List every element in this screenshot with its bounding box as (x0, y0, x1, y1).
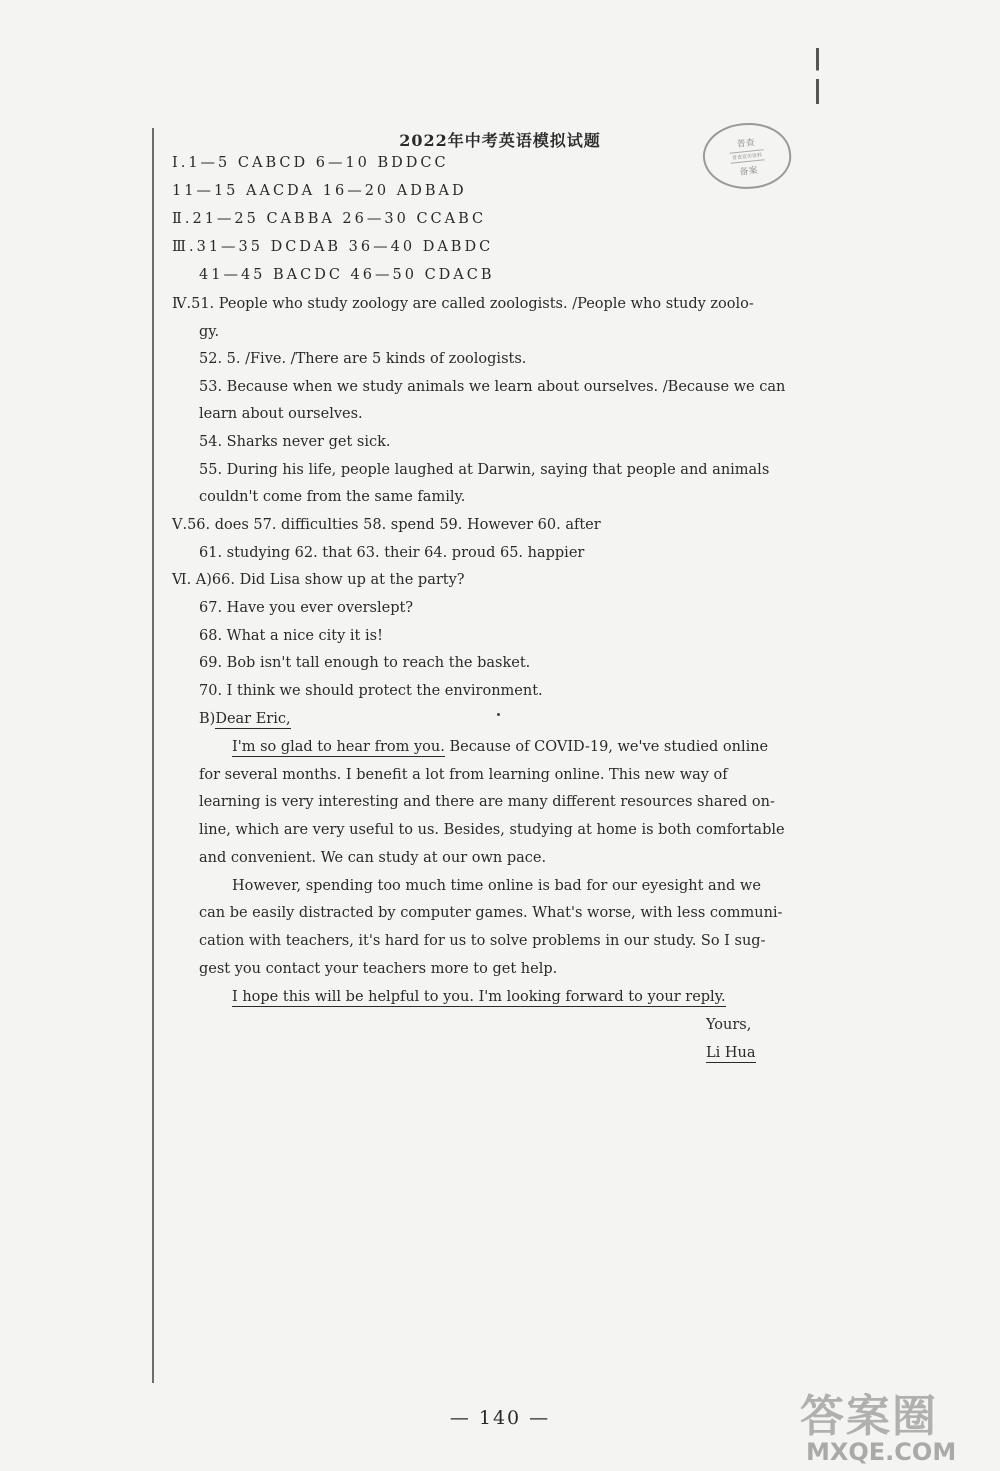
answer-55-line-2: couldn't come from the same family. (199, 489, 466, 505)
answer-51-line-1: Ⅳ.51. People who study zoology are called zoologists. /People who study zoolo- (172, 296, 754, 312)
margin-line (152, 128, 154, 1383)
stamp-line-1: 普查 (736, 137, 756, 150)
answer-row-1-10: Ⅰ.1—5 CABCD 6—10 BDDCC (172, 155, 449, 171)
stamp-line-2: 普查宣传资料 (730, 149, 765, 163)
watermark-logo: 答案圈 (800, 1391, 938, 1442)
letter-p1-line-2: for several months. I benefit a lot from learning online. This new way of (199, 767, 728, 783)
stray-dot (497, 713, 500, 716)
letter-greeting-line (199, 709, 291, 729)
watermark-url: MXQE.COM (806, 1438, 957, 1466)
letter-signature: Li Hua (706, 1045, 756, 1061)
letter-p1-line-4: line, which are very useful to us. Besides, studying at home is both comfortable (199, 822, 785, 838)
letter-signature-line (706, 1043, 756, 1063)
answer-51-line-2: gy. (199, 324, 220, 340)
answer-54: 54. Sharks never get sick. (199, 434, 391, 450)
answer-row-21-30: Ⅱ.21—25 CABBA 26—30 CCABC (172, 211, 487, 227)
letter-closing: Yours, (706, 1017, 752, 1033)
answer-53-line-2: learn about ourselves. (199, 406, 363, 422)
answer-70: 70. I think we should protect the environment. (199, 683, 543, 699)
watermark (786, 1380, 1000, 1471)
answer-67: 67. Have you ever overslept? (199, 600, 414, 616)
page-number: — 140 — (449, 1407, 551, 1429)
letter-p1-underlined: I'm so glad to hear from you. (232, 739, 445, 755)
letter-greeting: Dear Eric, (215, 711, 291, 727)
edge-mark (816, 48, 819, 104)
letter-p2-line-1: However, spending too much time online is bad for our eyesight and we (232, 878, 761, 894)
answer-69: 69. Bob isn't tall enough to reach the basket. (199, 655, 531, 671)
letter-p2-line-3: cation with teachers, it's hard for us to solve problems in our study. So I sug- (199, 933, 766, 949)
answer-row-11-20: 11—15 AACDA 16—20 ADBAD (172, 183, 467, 199)
letter-p1-line-3: learning is very interesting and there are many different resources shared on- (199, 794, 775, 810)
answer-55-line-1: 55. During his life, people laughed at Darwin, saying that people and animals (199, 462, 770, 478)
answer-56-60: Ⅴ.56. does 57. difficulties 58. spend 59. However 60. after (172, 517, 601, 533)
letter-p1-rest: Because of COVID-19, we've studied online (444, 739, 769, 755)
answer-52: 52. 5. /Five. /There are 5 kinds of zoologists. (199, 351, 527, 367)
answer-68: 68. What a nice city it is! (199, 628, 383, 644)
page-title: 2022年中考英语模拟试题 (399, 131, 601, 150)
letter-p1-line-5: and convenient. We can study at our own pace. (199, 850, 547, 866)
letter-p3-underlined: I hope this will be helpful to you. I'm looking forward to your reply. (232, 989, 726, 1005)
letter-p2-line-4: gest you contact your teachers more to get help. (199, 961, 558, 977)
letter-p3 (232, 987, 726, 1007)
answer-53-line-1: 53. Because when we study animals we learn about ourselves. /Because we can (199, 379, 786, 395)
stamp-line-3: 备案 (739, 165, 759, 178)
part-b-label: B) (199, 711, 216, 727)
letter-p1-line-1 (232, 737, 768, 757)
answer-row-41-50: 41—45 BACDC 46—50 CDACB (199, 267, 495, 283)
answer-row-31-40: Ⅲ.31—35 DCDAB 36—40 DABDC (172, 239, 494, 255)
letter-p2-line-2: can be easily distracted by computer games. What's worse, with less communi- (199, 905, 783, 921)
answer-61-65: 61. studying 62. that 63. their 64. proud 65. happier (199, 545, 585, 561)
answer-66: Ⅵ. A)66. Did Lisa show up at the party? (172, 572, 465, 588)
